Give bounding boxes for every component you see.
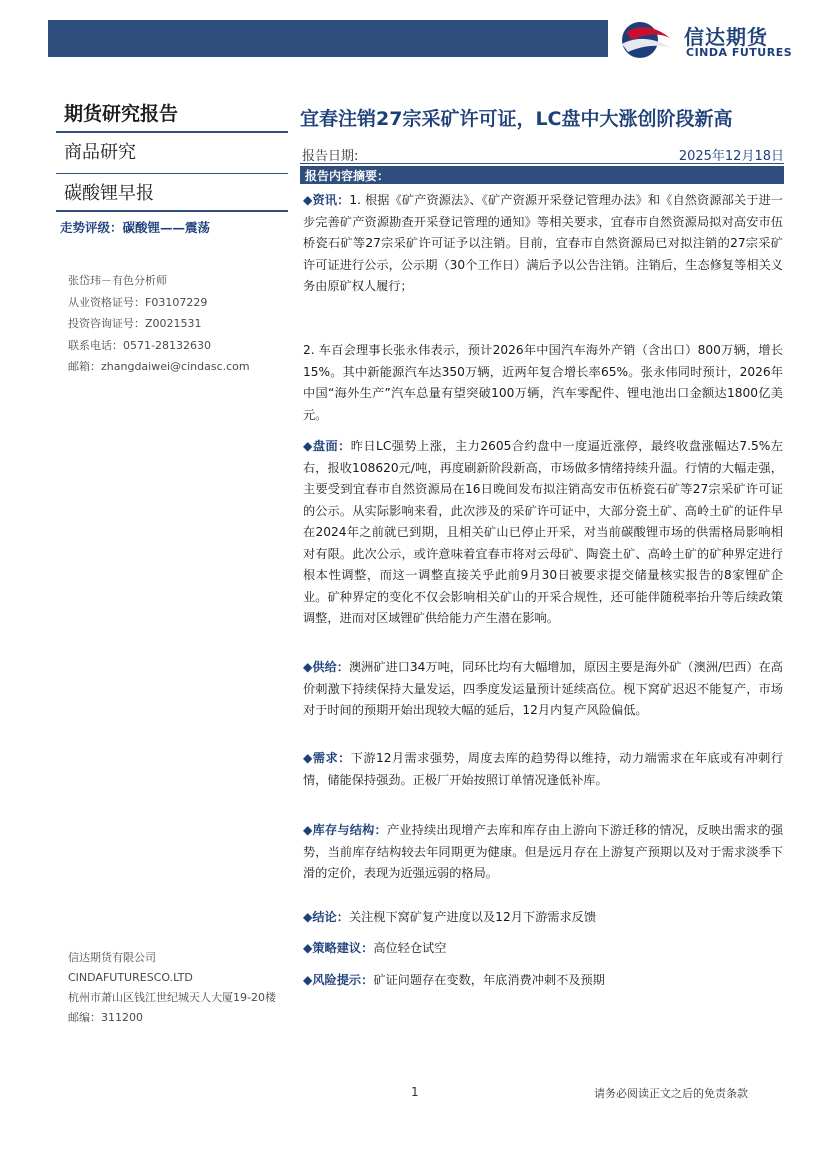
market-heading: ◆盘面： xyxy=(303,439,351,453)
logo-text-cn: 信达期货 xyxy=(684,25,768,49)
risk-text: 矿证问题存在变数，年底消费冲刺不及预期 xyxy=(373,973,605,987)
supply-text: 澳洲矿进口34万吨，同环比均有大幅增加，原因主要是海外矿（澳洲/巴西）在高价刺激下持续保持大量发运，四季度发运量预计延续高位。枧下窝矿迟迟不能复产，市场对于时间的预期开始出现较大幅的延后，12月内复产风险偏低。 xyxy=(303,660,783,717)
market-text: 昨日LC强势上涨，主力2605合约盘中一度逼近涨停，最终收盘涨幅达7.5%左右，报收108620元/吨，再度刷新阶段新高，市场做多情绪持续升温。行情的大幅走强，主要受到宜春市自然资源局在16日晚间发布拟注销高安市伍桥瓷石矿等27宗采矿许可证的公示。从实际影响来看，此次涉及的采矿许可证中，大部分瓷土矿、高岭土矿的证件早在2024年之前就已到期，且相关矿山已停止开采，对当前碳酸锂市场的供需格局影响相对有限。此次公示，或许意味着宜春市将对云母矿、陶瓷土矿、高岭土矿的矿种界定进行根本性调整，而这一调整直接关乎此前9月30日被要求提交储量核实报告的8家锂矿企业。矿种界定的变化不仅会影响相关矿山的开采合规性，还可能伴随税率抬升等后续政策调整，进而对区域锂矿供给能力产生潜在影响。 xyxy=(303,439,783,625)
demand-text: 下游12月需求强势，周度去库的趋势得以维持，动力端需求在年底或有冲刺行情，储能保持强劲。正极厂开始按照订单情况逢低补库。 xyxy=(303,751,784,787)
analyst-email[interactable]: 邮箱：zhangdaiwei@cindasc.com xyxy=(68,360,250,373)
header-banner xyxy=(48,20,608,57)
inventory-text: 产业持续出现增产去库和库存由上游向下游迁移的情况，反映出需求的强势，当前库存结构较去年同期更为健康。但是远月存在上游复产预期以及对于需求淡季下滑的定价，表现为近强远弱的格局。 xyxy=(303,823,784,880)
section-news-1 xyxy=(303,190,783,298)
report-subcategory: 碳酸锂早报 xyxy=(56,174,288,212)
section-demand xyxy=(303,748,783,791)
summary-label: 报告内容摘要： xyxy=(305,169,390,183)
company-address: 杭州市萧山区钱江世纪城天人大厦19-20楼 xyxy=(68,991,276,1004)
section-risk xyxy=(303,970,783,992)
supply-heading: ◆供给： xyxy=(303,660,349,674)
strategy-text: 高位轻仓试空 xyxy=(373,941,447,955)
disclaimer-note: 请务必阅读正文之后的免责条款 xyxy=(594,1087,748,1100)
news-item-2: 2. 车百会理事长张永伟表示，预计2026年中国汽车海外产销（含出口）800万辆，增长15%。其中新能源汽车达350万辆，近两年复合增长率65%。张永伟同时预计，2026年中国“海外生产”汽车总量有望突破100万辆，汽车零配件、锂电池出口金额达1800亿美元。 xyxy=(303,343,783,422)
page-number: 1 xyxy=(411,1085,419,1099)
report-title: 宜春注销27宗采矿许可证，LC盘中大涨创阶段新高 xyxy=(300,108,733,130)
strategy-heading: ◆策略建议： xyxy=(303,941,374,955)
inventory-heading: ◆库存与结构： xyxy=(303,823,387,837)
analyst-advisory: 投资咨询证号：Z0021531 xyxy=(68,317,202,330)
company-postcode: 邮编：311200 xyxy=(68,1011,143,1024)
risk-heading: ◆风险提示： xyxy=(303,973,374,987)
section-strategy xyxy=(303,938,783,960)
company-name: 信达期货有限公司 xyxy=(68,951,156,964)
conclusion-text: 关注枧下窝矿复产进度以及12月下游需求反馈 xyxy=(348,910,597,924)
company-logo xyxy=(614,18,804,62)
date-value: 2025年12月18日 xyxy=(678,149,784,164)
section-conclusion xyxy=(303,907,783,929)
analyst-phone: 联系电话：0571-28132630 xyxy=(68,338,211,352)
report-date-row xyxy=(300,143,784,164)
summary-header xyxy=(300,166,784,184)
news-heading: ◆资讯： xyxy=(303,193,350,207)
analyst-name: 张岱玮－有色分析师 xyxy=(68,274,167,287)
section-inventory xyxy=(303,820,783,885)
sidebar xyxy=(56,95,288,236)
report-type: 期货研究报告 xyxy=(56,95,288,133)
trend-rating: 走势评级：碳酸锂——震荡 xyxy=(60,220,211,235)
section-market xyxy=(303,436,783,630)
analyst-info xyxy=(68,270,250,378)
report-category: 商品研究 xyxy=(56,133,288,174)
logo-text-en: CINDA FUTURES xyxy=(686,46,793,59)
date-label: 报告日期: xyxy=(302,149,359,164)
company-info xyxy=(68,948,276,1028)
conclusion-heading: ◆结论： xyxy=(303,910,349,924)
analyst-qualification: 从业资格证号：F03107229 xyxy=(68,295,208,309)
demand-heading: ◆需求： xyxy=(303,751,351,765)
company-website: CINDAFUTURESCO.LTD xyxy=(68,971,193,984)
section-supply xyxy=(303,657,783,722)
section-news-2 xyxy=(303,340,783,426)
logo-emblem-icon xyxy=(614,18,678,62)
news-item-1: 1. 根据《矿产资源法》、《矿产资源开采登记管理办法》和《自然资源部关于进一步完善矿产资源勘查开采登记管理的通知》等相关要求，宜春市自然资源局拟对高安市伍桥瓷石矿等27宗采矿许可证予以注销。目前，宜春市自然资源局已对拟注销的27宗采矿许可证进行公示，公示期（30个工作日）满后予以公告注销。注销后，生态修复等相关义务由原矿权人履行； xyxy=(303,193,783,293)
